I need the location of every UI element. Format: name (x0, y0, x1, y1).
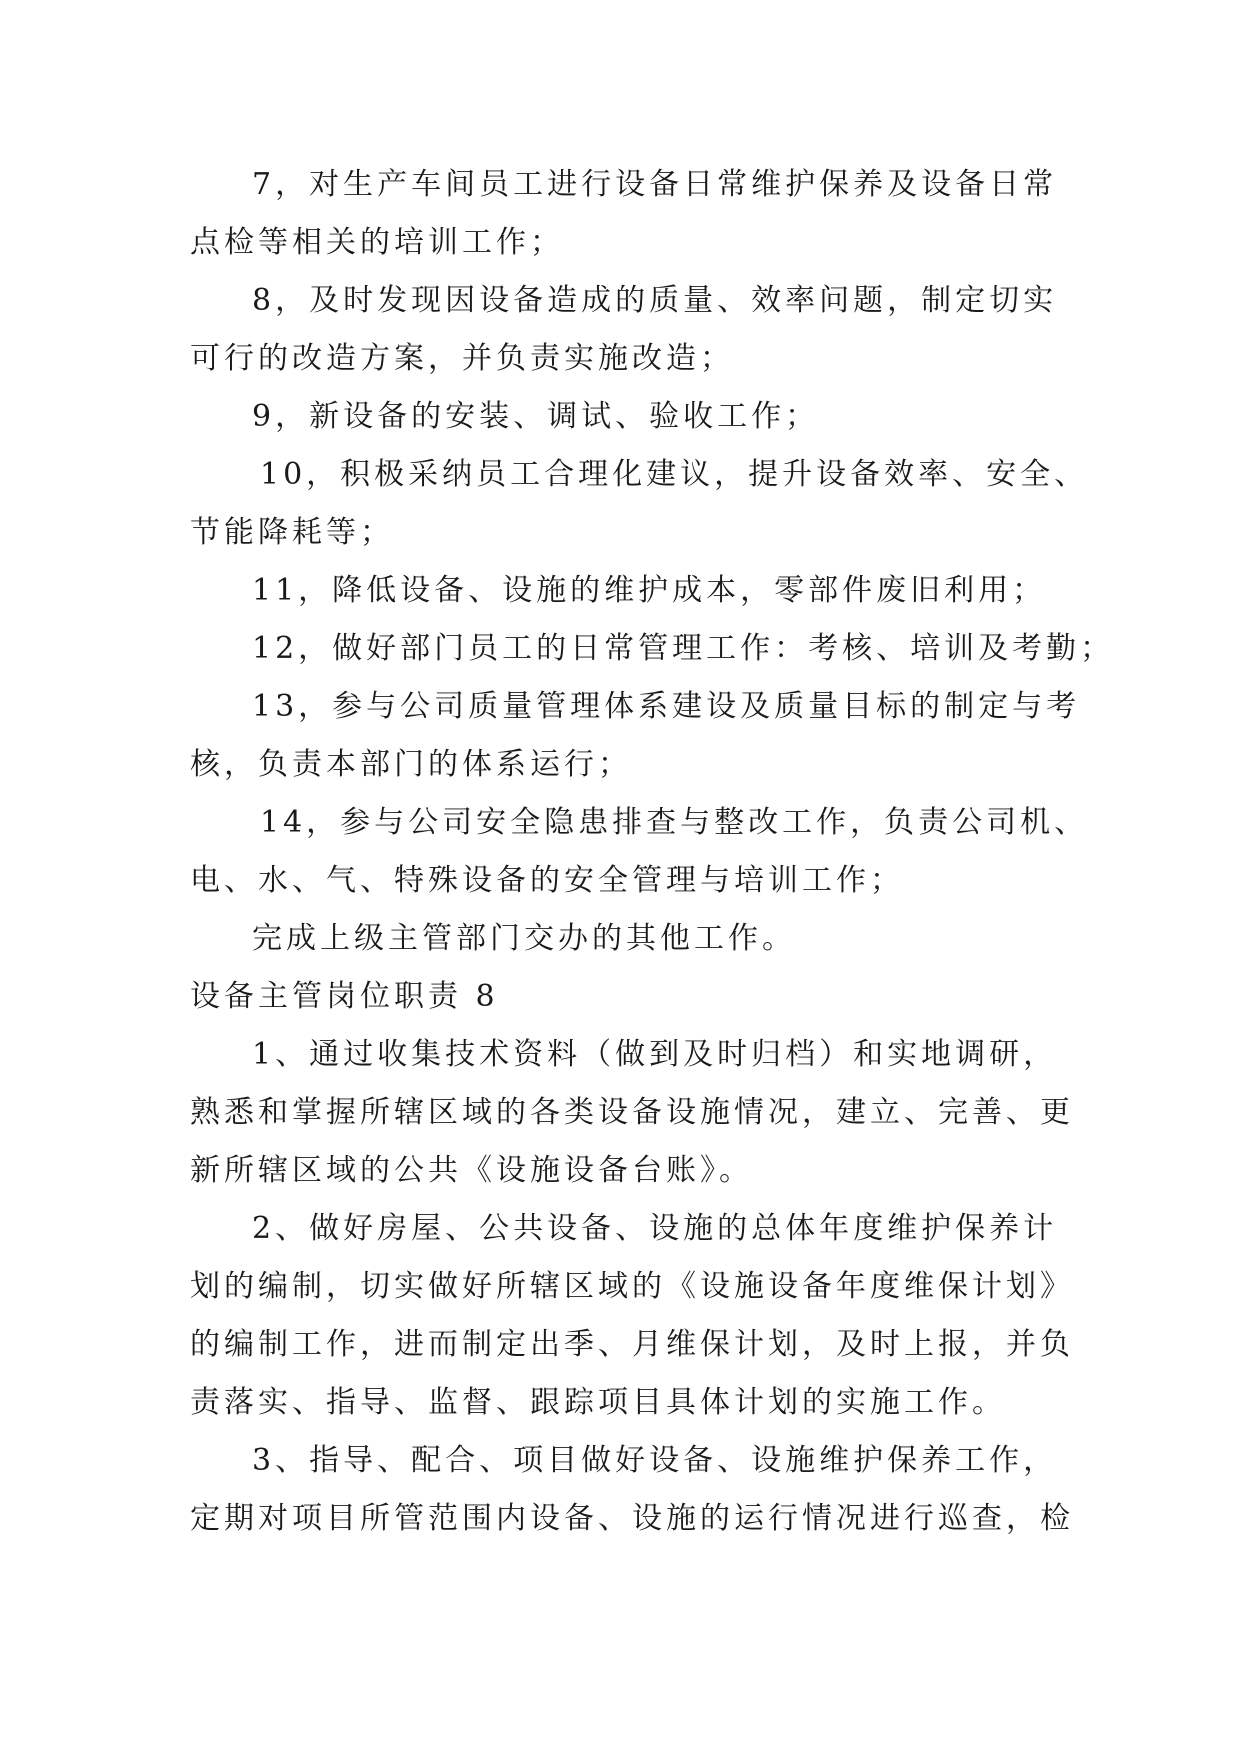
doc-line: 电、水、气、特殊设备的安全管理与培训工作； (190, 863, 904, 898)
doc-line: 8，及时发现因设备造成的质量、效率问题，制定切实 (252, 283, 1058, 318)
doc-line: 的编制工作，进而制定出季、月维保计划，及时上报，并负 (190, 1327, 1074, 1362)
doc-line: 10，积极采纳员工合理化建议，提升设备效率、安全、 (260, 457, 1089, 492)
doc-line: 2、做好房屋、公共设备、设施的总体年度维护保养计 (252, 1211, 1058, 1246)
doc-line: 完成上级主管部门交办的其他工作。 (252, 921, 796, 956)
doc-line: 9，新设备的安装、调试、验收工作； (252, 399, 820, 434)
doc-line: 7，对生产车间员工进行设备日常维护保养及设备日常 (252, 167, 1058, 202)
document-page (190, 156, 1115, 1548)
doc-line: 12，做好部门员工的日常管理工作：考核、培训及考勤； (252, 631, 1115, 666)
doc-line: 节能降耗等； (190, 515, 394, 550)
doc-line: 1、通过收集技术资料（做到及时归档）和实地调研， (252, 1037, 1058, 1072)
doc-line: 可行的改造方案，并负责实施改造； (190, 341, 734, 376)
section-heading: 设备主管岗位职责 8 (190, 979, 499, 1014)
doc-line: 熟悉和掌握所辖区域的各类设备设施情况，建立、完善、更 (190, 1095, 1074, 1130)
doc-line: 责落实、指导、监督、跟踪项目具体计划的实施工作。 (190, 1385, 1006, 1420)
doc-line: 11，降低设备、设施的维护成本，零部件废旧利用； (252, 573, 1047, 608)
doc-line: 新所辖区域的公共《设施设备台账》。 (190, 1153, 753, 1188)
doc-line: 点检等相关的培训工作； (190, 225, 564, 260)
doc-line: 14，参与公司安全隐患排查与整改工作，负责公司机、 (260, 805, 1089, 840)
doc-line: 划的编制，切实做好所辖区域的《设施设备年度维保计划》 (190, 1269, 1074, 1304)
doc-line: 13，参与公司质量管理体系建设及质量目标的制定与考 (252, 689, 1081, 724)
doc-line: 定期对项目所管范围内设备、设施的运行情况进行巡查，检 (190, 1501, 1074, 1536)
doc-line: 3、指导、配合、项目做好设备、设施维护保养工作， (252, 1443, 1058, 1478)
doc-line: 核，负责本部门的体系运行； (190, 747, 632, 782)
